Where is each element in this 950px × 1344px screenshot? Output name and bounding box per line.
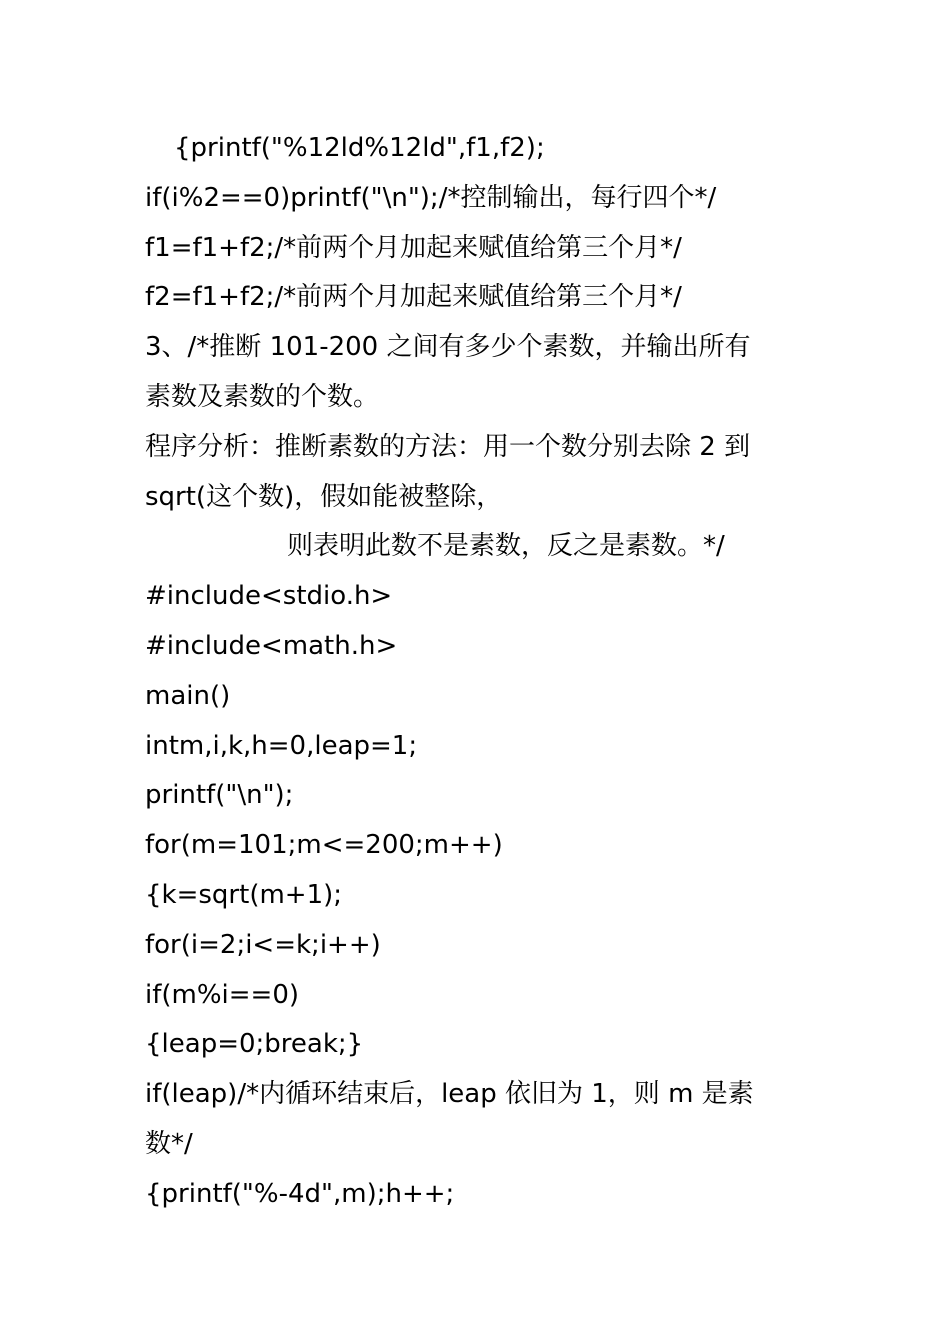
analysis-text-line: 程序分析：推断素数的方法：用一个数分别去除 2 到	[145, 431, 751, 462]
code-line: for(i=2;i<=k;i++)	[145, 929, 381, 960]
code-line: f2=f1+f2;/*前两个月加起来赋值给第三个月*/	[145, 282, 682, 313]
code-line: if(leap)/*内循环结束后，leap 依旧为 1，则 m 是素	[145, 1079, 754, 1110]
section-heading-line: 3、/*推断 101-200 之间有多少个素数，并输出所有	[145, 332, 751, 363]
code-text-block	[145, 124, 817, 1220]
code-line: f1=f1+f2;/*前两个月加起来赋值给第三个月*/	[145, 232, 682, 263]
code-line: {printf("%-4d",m);h++;	[145, 1178, 455, 1209]
code-line: {k=sqrt(m+1);	[145, 879, 343, 910]
code-line: 数*/	[145, 1128, 193, 1159]
code-line: if(i%2==0)printf("\n");/*控制输出，每行四个*/	[145, 182, 717, 213]
code-line: {printf("%12ld%12ld",f1,f2);	[174, 133, 545, 163]
code-line: intm,i,k,h=0,leap=1;	[145, 730, 418, 761]
code-line: #include<stdio.h>	[145, 581, 393, 612]
analysis-text-line: sqrt(这个数)，假如能被整除，	[145, 481, 503, 512]
code-line: for(m=101;m<=200;m++)	[145, 830, 503, 861]
analysis-text-line: 则表明此数不是素数，反之是素数。*/	[287, 531, 725, 562]
code-line: if(m%i==0)	[145, 979, 300, 1010]
code-line: #include<math.h>	[145, 630, 398, 661]
code-line: main()	[145, 680, 231, 711]
code-line: printf("\n");	[145, 780, 294, 811]
code-line: {leap=0;break;}	[145, 1029, 364, 1060]
section-heading-line: 素数及素数的个数。	[145, 381, 380, 412]
